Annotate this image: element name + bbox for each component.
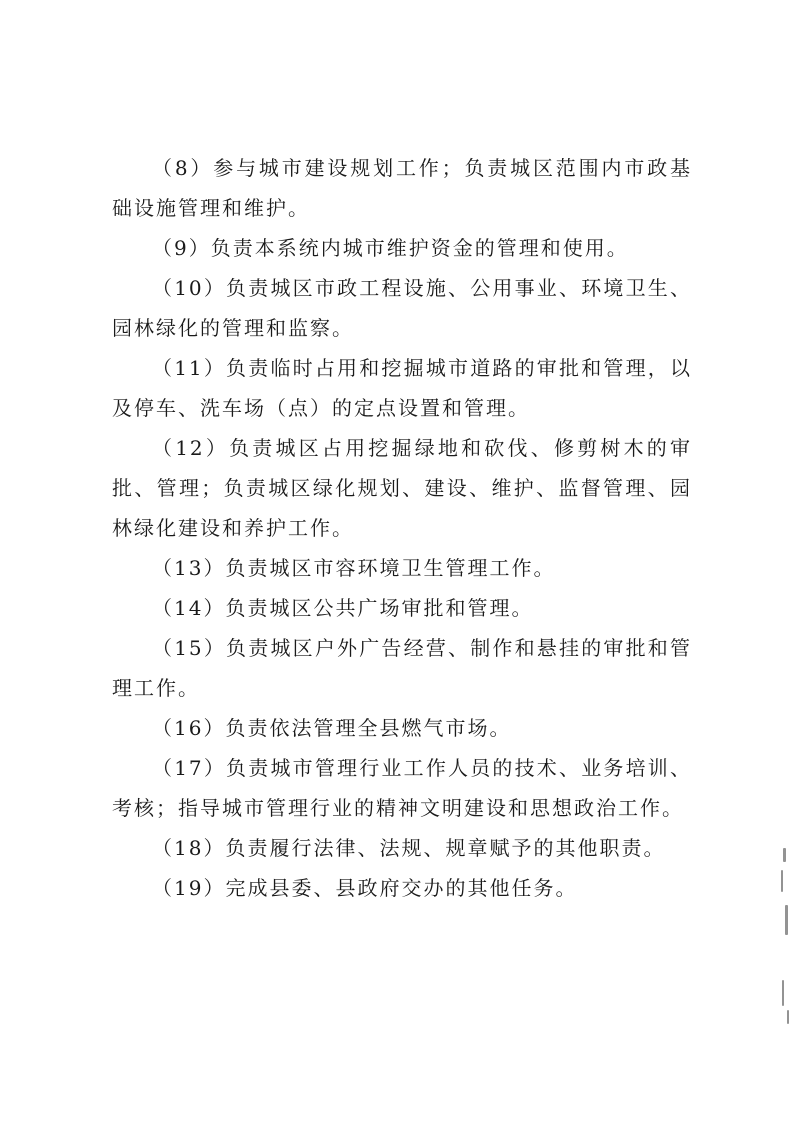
scan-artifact (783, 848, 786, 862)
scan-artifact (782, 980, 784, 1006)
paragraph-item-9: （9）负责本系统内城市维护资金的管理和使用。 (152, 236, 629, 260)
paragraph-item-18: （18）负责履行法律、法规、规章赋予的其他职责。 (152, 836, 666, 860)
paragraph-item-10: （10）负责城区市政工程设施、公用事业、环境卫生、园林绿化的管理和监察。 (112, 276, 692, 340)
paragraph-item-12: （12）负责城区占用挖掘绿地和砍伐、修剪树木的审批、管理；负责城区绿化规划、建设、维护、监督管理、园林绿化建设和养护工作。 (112, 436, 692, 540)
paragraph-item-19: （19）完成县委、县政府交办的其他任务。 (152, 876, 578, 900)
scan-artifact (787, 1010, 789, 1024)
paragraph-item-11: （11）负责临时占用和挖掘城市道路的审批和管理，以及停车、洗车场（点）的定点设置和管理。 (112, 356, 692, 420)
paragraph-item-14: （14）负责城区公共广场审批和管理。 (152, 596, 534, 620)
paragraph-item-16: （16）负责依法管理全县燃气市场。 (152, 716, 512, 740)
paragraph-item-13: （13）负责城区市容环境卫生管理工作。 (152, 556, 556, 580)
scan-artifact (785, 905, 788, 935)
scan-artifact (781, 870, 783, 892)
paragraph-item-15: （15）负责城区户外广告经营、制作和悬挂的审批和管理工作。 (112, 636, 692, 700)
paragraph-item-8: （8）参与城市建设规划工作；负责城区范围内市政基础设施管理和维护。 (112, 156, 692, 220)
paragraph-item-17: （17）负责城市管理行业工作人员的技术、业务培训、考核；指导城市管理行业的精神文明建设和思想政治工作。 (112, 756, 692, 820)
document-body (112, 148, 692, 908)
